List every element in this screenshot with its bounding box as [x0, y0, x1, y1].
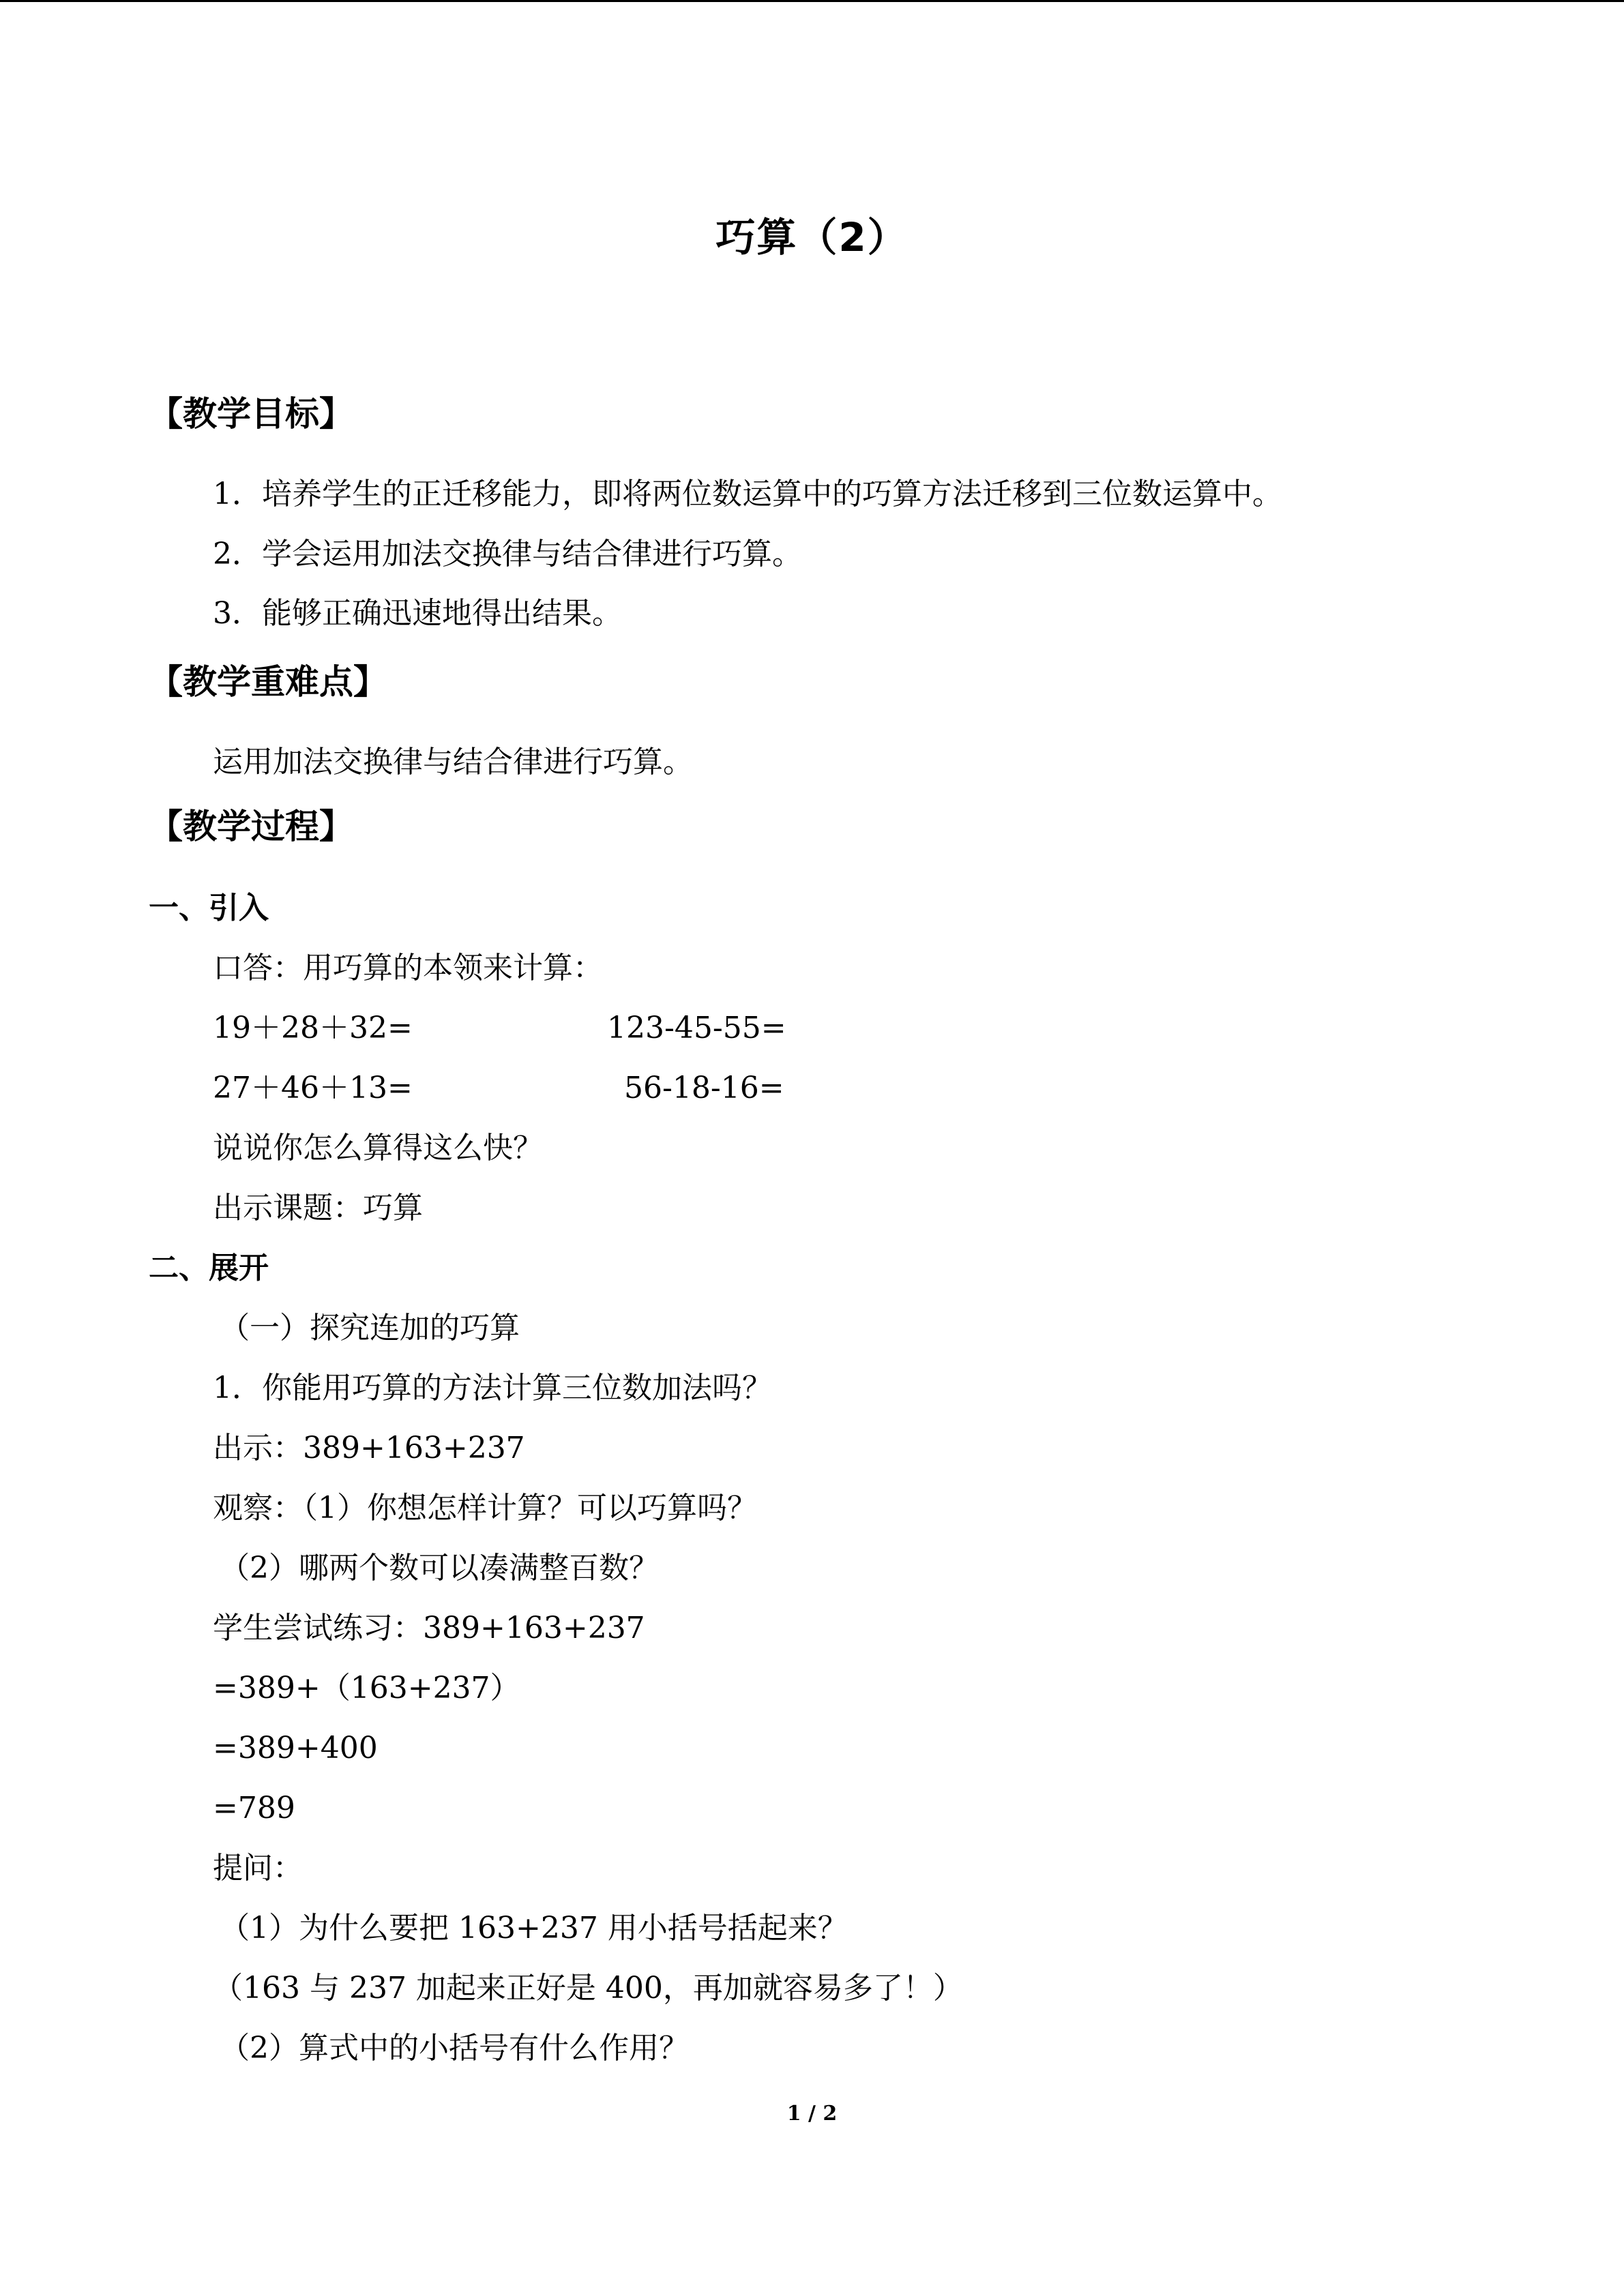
part2-line-6: 学生尝试练习：389+163+237 [213, 1611, 645, 1645]
part2-line-8: =389+400 [213, 1731, 378, 1765]
part2-line-5: （2）哪两个数可以凑满整百数？ [220, 1551, 659, 1585]
key-points-heading: 【教学重难点】 [149, 662, 387, 702]
part1-line-5: 出示课题：巧算 [213, 1191, 423, 1225]
part1-right-1: 123-45-55= [607, 1011, 786, 1045]
process-heading: 【教学过程】 [149, 807, 353, 846]
objective-item-1: 1．培养学生的正迁移能力，即将两位数运算中的巧算方法迁移到三位数运算中。 [213, 477, 1282, 511]
part1-line-3: 27＋46＋13= [213, 1071, 413, 1105]
part2-line-3: 出示：389+163+237 [213, 1431, 525, 1465]
part2-line-1: （一）探究连加的巧算 [220, 1311, 520, 1345]
part2-line-13: （2）算式中的小括号有什么作用？ [220, 2031, 689, 2066]
key-points-text: 运用加法交换律与结合律进行巧算。 [213, 745, 693, 779]
part1-right-2: 56-18-16= [624, 1071, 784, 1105]
objectives-heading: 【教学目标】 [149, 394, 353, 434]
part1-line-1: 口答：用巧算的本领来计算： [213, 951, 603, 985]
part2-heading: 二、展开 [149, 1251, 269, 1285]
part1-heading: 一、引入 [149, 891, 269, 925]
objective-item-3: 3．能够正确迅速地得出结果。 [213, 596, 622, 631]
part2-line-2: 1．你能用巧算的方法计算三位数加法吗？ [213, 1371, 772, 1405]
part1-line-4: 说说你怎么算得这么快？ [213, 1131, 543, 1165]
page-title: 巧算（2） [715, 214, 909, 260]
page-number: 1 / 2 [786, 2102, 838, 2126]
part2-line-12: （163 与 237 加起来正好是 400，再加就容易多了！） [213, 1971, 963, 2006]
part2-line-4: 观察：（1）你想怎样计算？可以巧算吗？ [213, 1491, 757, 1525]
objective-item-2: 2．学会运用加法交换律与结合律进行巧算。 [213, 537, 802, 571]
part1-line-2: 19＋28＋32= [213, 1011, 413, 1045]
part2-line-10: 提问： [213, 1851, 303, 1885]
part2-line-7: =389+（163+237） [213, 1671, 520, 1705]
part2-line-11: （1）为什么要把 163+237 用小括号括起来？ [220, 1911, 848, 1945]
part2-line-9: =789 [213, 1791, 295, 1825]
